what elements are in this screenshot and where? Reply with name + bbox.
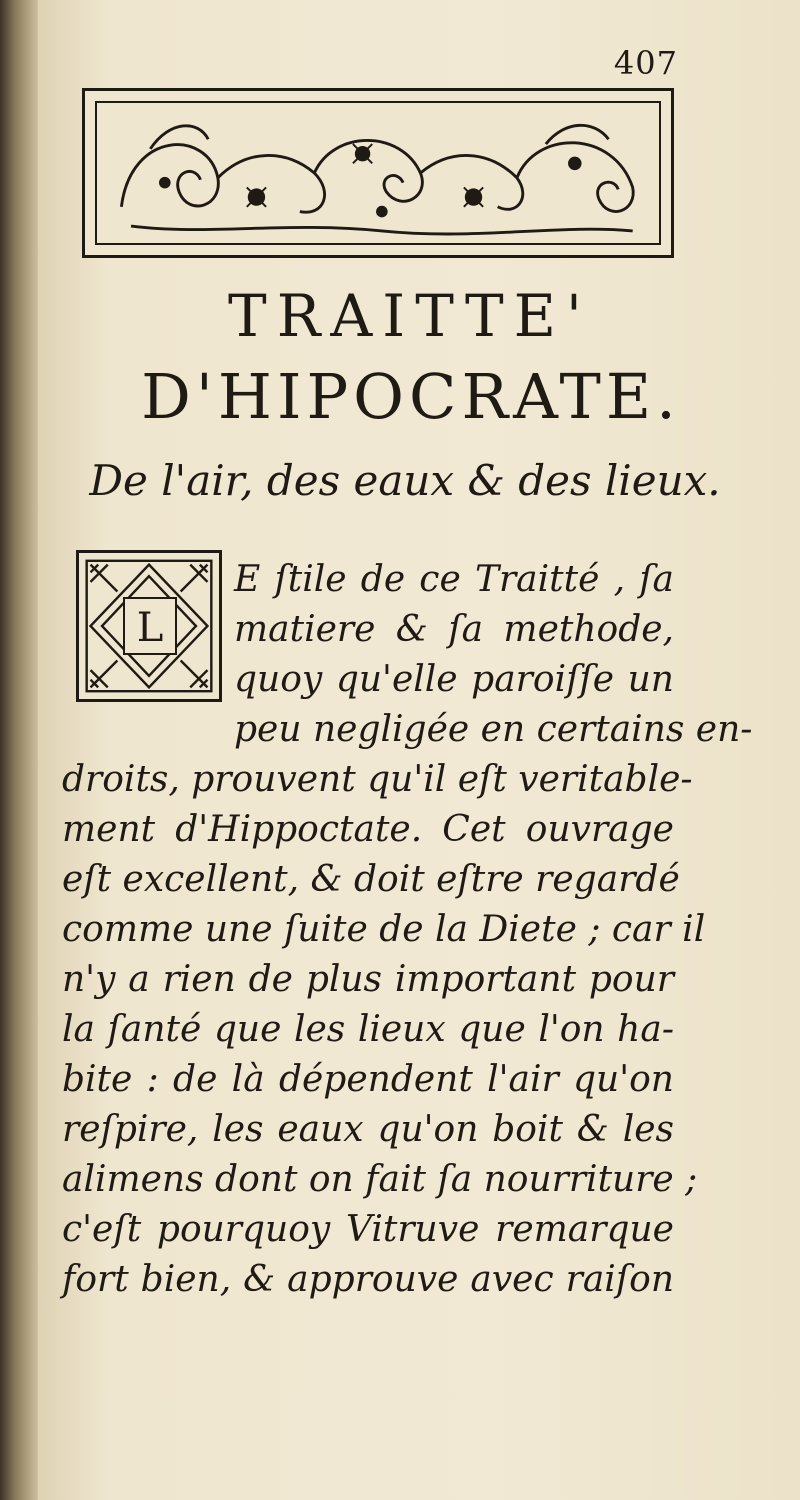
body-line: la ſanté que les lieux que l'on ha- — [62, 1009, 674, 1050]
body-line: quoy qu'elle paroiſſe un — [234, 659, 674, 700]
body-line: alimens dont on fait ſa nourriture ; — [62, 1159, 698, 1200]
body-line: n'y a rien de plus important pour — [62, 959, 674, 1000]
body-line: matiere & ſa methode, — [234, 609, 674, 650]
drop-cap-letter: L — [123, 597, 177, 655]
body-line: peu negligée en certains en- — [234, 709, 753, 750]
body-line: eſt excellent, & doit eſtre regardé — [62, 859, 680, 900]
ornamental-headpiece — [82, 88, 674, 258]
floral-scroll-ornament — [85, 91, 671, 255]
page-gutter — [0, 0, 38, 1500]
body-line: comme une ſuite de la Diete ; car il — [62, 909, 706, 950]
body-line: droits, prouvent qu'il eſt veritable- — [62, 759, 693, 800]
page-number: 407 — [613, 44, 678, 82]
body-line: E ſtile de ce Traitté , ſa — [234, 559, 674, 600]
subtitle: De l'air, des eaux & des lieux. — [89, 456, 721, 505]
decorated-initial — [76, 550, 222, 702]
title-line-2: D'HIPOCRATE. — [141, 360, 681, 433]
body-line: fort bien, & approuve avec raiſon — [62, 1259, 674, 1300]
title-line-1: TRAITTE' — [228, 282, 592, 350]
body-line: ment d'Hippoctate. Cet ouvrage — [62, 809, 674, 850]
body-line: bite : de là dépendent l'air qu'on — [62, 1059, 674, 1100]
body-line: reſpire, les eaux qu'on boit & les — [62, 1109, 674, 1150]
body-line: c'eſt pourquoy Vitruve remarque — [62, 1209, 674, 1250]
